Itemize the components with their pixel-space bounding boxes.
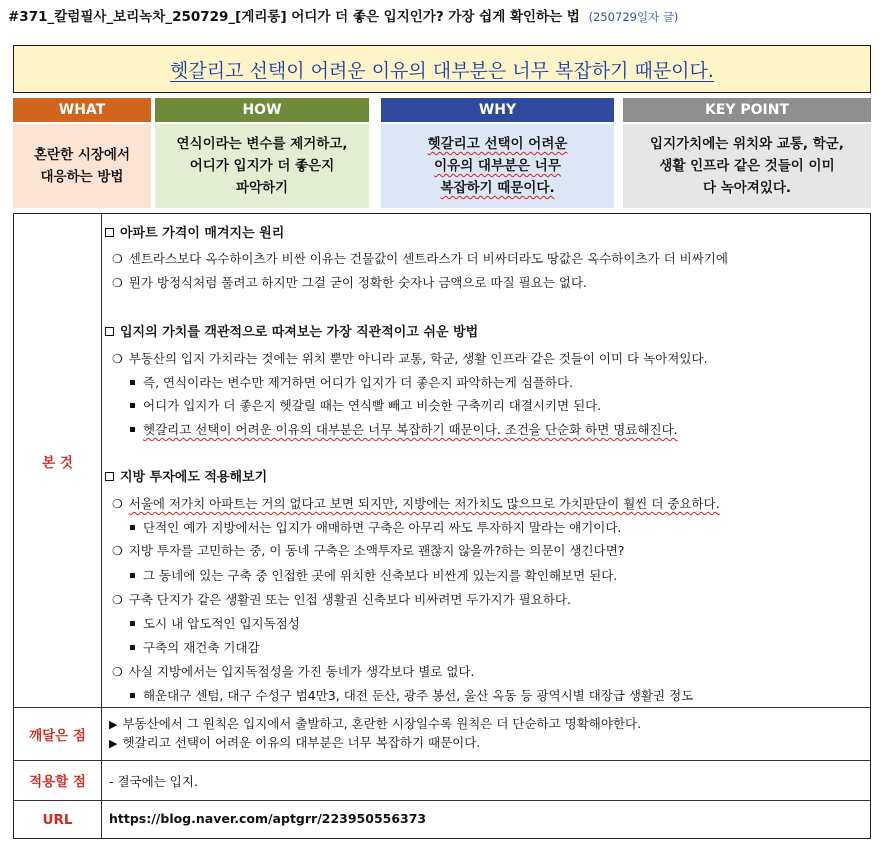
section-title — [105, 321, 478, 340]
square-bullet-icon — [130, 380, 135, 385]
apply-label: 적용할 점 — [29, 774, 86, 790]
list-item — [130, 638, 260, 656]
list-item-text: 그 동네에 있는 구축 중 인접한 곳에 위치한 신축보다 비싼게 있는지를 확인해보면 된다. — [143, 568, 618, 583]
realized-line — [109, 714, 641, 732]
list-item-text: 구축의 재건축 기대감 — [143, 640, 260, 655]
list-item-text: 해운대구 센텀, 대구 수성구 범4만3, 대전 둔산, 광주 봉선, 울산 옥동 등 광역시별 대장급 생활권 정도 — [143, 688, 694, 703]
section-title-text: 아파트 가격이 매겨지는 원리 — [120, 226, 285, 241]
list-item — [112, 249, 728, 267]
circle-bullet-icon: ❍ — [112, 252, 123, 266]
triangle-bullet-icon: ▶ — [109, 718, 118, 731]
list-item-text: 즉, 연식이라는 변수만 제거하면 어디가 입지가 더 좋은지 파악하는게 심플하다. — [143, 375, 574, 390]
realized-text: 헷갈리고 선택이 어려운 이유의 대부분은 너무 복잡하기 때문이다. — [122, 735, 481, 750]
list-item-text: 서울에 저가치 아파트는 거의 없다고 보면 되지만, 지방에는 저가치도 많으므로 가치판단이 훨씬 더 중요하다. — [128, 496, 720, 511]
circle-bullet-icon: ❍ — [112, 276, 123, 290]
list-item — [112, 494, 720, 512]
list-item — [112, 590, 571, 608]
date-note: (250729일자 글) — [588, 10, 679, 24]
checkbox-square-icon — [105, 228, 114, 237]
key-point-cell: 입지가치에는 위치와 교통, 학군, 생활 인프라 같은 것들이 이미 다 녹아져있다. — [623, 124, 871, 208]
how-cell: 연식이라는 변수를 제거하고, 어디가 입지가 더 좋은지 파악하기 — [155, 124, 369, 208]
why-cell — [381, 124, 614, 208]
list-item — [112, 273, 587, 291]
section-title — [105, 222, 284, 241]
body-label: 본 것 — [42, 454, 73, 471]
square-bullet-icon — [130, 573, 135, 578]
section-title — [105, 466, 267, 485]
list-item-text: 사실 지방에서는 입지독점성을 가진 동네가 생각보다 별로 없다. — [128, 664, 475, 679]
list-item-text: 단적인 예가 지방에서는 입지가 애매하면 구축은 아무리 싸도 투자하지 말라는 얘기이다. — [143, 520, 622, 535]
checkbox-square-icon — [105, 472, 114, 481]
list-item — [130, 614, 300, 632]
square-bullet-icon — [130, 403, 135, 408]
why-text: 헷갈리고 선택이 어려운 이유의 대부분은 너무 복잡하기 때문이다. — [427, 136, 568, 196]
why-header: WHY — [381, 98, 614, 122]
what-header: WHAT — [13, 98, 151, 122]
realized-text: 부동산에서 그 원칙은 입지에서 출발하고, 혼란한 시장일수록 원칙은 더 단순하고 명확해야한다. — [122, 716, 642, 731]
list-item — [130, 373, 573, 391]
row-divider — [14, 800, 870, 801]
list-item-text: 센트라스보다 옥수하이츠가 비싼 이유는 건물값이 센트라스가 더 비싸더라도 땅값은 옥수하이츠가 더 비싸기에 — [128, 251, 728, 266]
list-item-text: 뭔가 방정식처럼 풀려고 하지만 그걸 굳이 정확한 숫자나 금액으로 따질 필요는 없다. — [128, 275, 587, 290]
url-link[interactable]: https://blog.naver.com/aptgrr/223950556373 — [109, 811, 427, 826]
what-cell: 혼란한 시장에서 대응하는 방법 — [13, 124, 151, 208]
realized-line — [109, 733, 480, 751]
triangle-bullet-icon: ▶ — [109, 737, 118, 750]
apply-text: - 결국에는 입지. — [109, 774, 198, 789]
list-item — [130, 396, 601, 414]
circle-bullet-icon: ❍ — [112, 544, 123, 558]
square-bullet-icon — [130, 645, 135, 650]
square-bullet-icon — [130, 427, 135, 432]
list-item — [130, 420, 678, 438]
list-item — [130, 518, 621, 536]
square-bullet-icon — [130, 621, 135, 626]
list-item-text: 어디가 입지가 더 좋은지 헷갈릴 때는 연식빨 빼고 비슷한 구축끼리 대결시키면 된다. — [143, 398, 602, 413]
how-header: HOW — [155, 98, 369, 122]
section-title-text: 지방 투자에도 적용해보기 — [120, 470, 268, 485]
list-item — [130, 566, 617, 584]
title-text: #371_칼럼필사_보리녹차_250729_[게리롱] 어디가 더 좋은 입지인가? 가장 쉽게 확인하는 법 — [8, 9, 580, 25]
headline-text: 헷갈리고 선택이 어려운 이유의 대부분은 너무 복잡하기 때문이다. — [170, 59, 714, 82]
headline-box — [13, 45, 871, 93]
realized-label: 깨달은 점 — [29, 727, 86, 744]
section-title-text: 입지의 가치를 객관적으로 따져보는 가장 직관적이고 쉬운 방법 — [120, 325, 479, 340]
url-label: URL — [42, 812, 73, 828]
checkbox-square-icon — [105, 327, 114, 336]
circle-bullet-icon: ❍ — [112, 593, 123, 607]
list-item — [112, 349, 707, 367]
column-divider — [101, 214, 102, 838]
row-divider — [14, 707, 870, 708]
list-item-text: 도시 내 압도적인 입지독점성 — [143, 616, 300, 631]
list-item-text: 헷갈리고 선택이 어려운 이유의 대부분은 너무 복잡하기 때문이다. 조건을 단순화 하면 명료해진다. — [143, 422, 678, 437]
list-item-text: 지방 투자를 고민하는 중, 이 동네 구축은 소액투자로 괜찮지 않을까?하는 의문이 생긴다면? — [128, 543, 625, 558]
square-bullet-icon — [130, 693, 135, 698]
square-bullet-icon — [130, 525, 135, 530]
key-point-header: KEY POINT — [623, 98, 871, 122]
list-item-text: 부동산의 입지 가치라는 것에는 위치 뿐만 아니라 교통, 학군, 생활 인프라 같은 것들이 이미 다 녹아져있다. — [128, 351, 708, 366]
list-item — [130, 686, 693, 704]
circle-bullet-icon: ❍ — [112, 352, 123, 366]
document-title — [8, 6, 878, 28]
row-divider — [14, 760, 870, 761]
circle-bullet-icon: ❍ — [112, 665, 123, 679]
list-item — [112, 541, 624, 559]
list-item — [112, 662, 475, 680]
circle-bullet-icon: ❍ — [112, 497, 123, 511]
list-item-text: 구축 단지가 같은 생활권 또는 인접 생활권 신축보다 비싸려면 두가지가 필요하다. — [128, 592, 571, 607]
